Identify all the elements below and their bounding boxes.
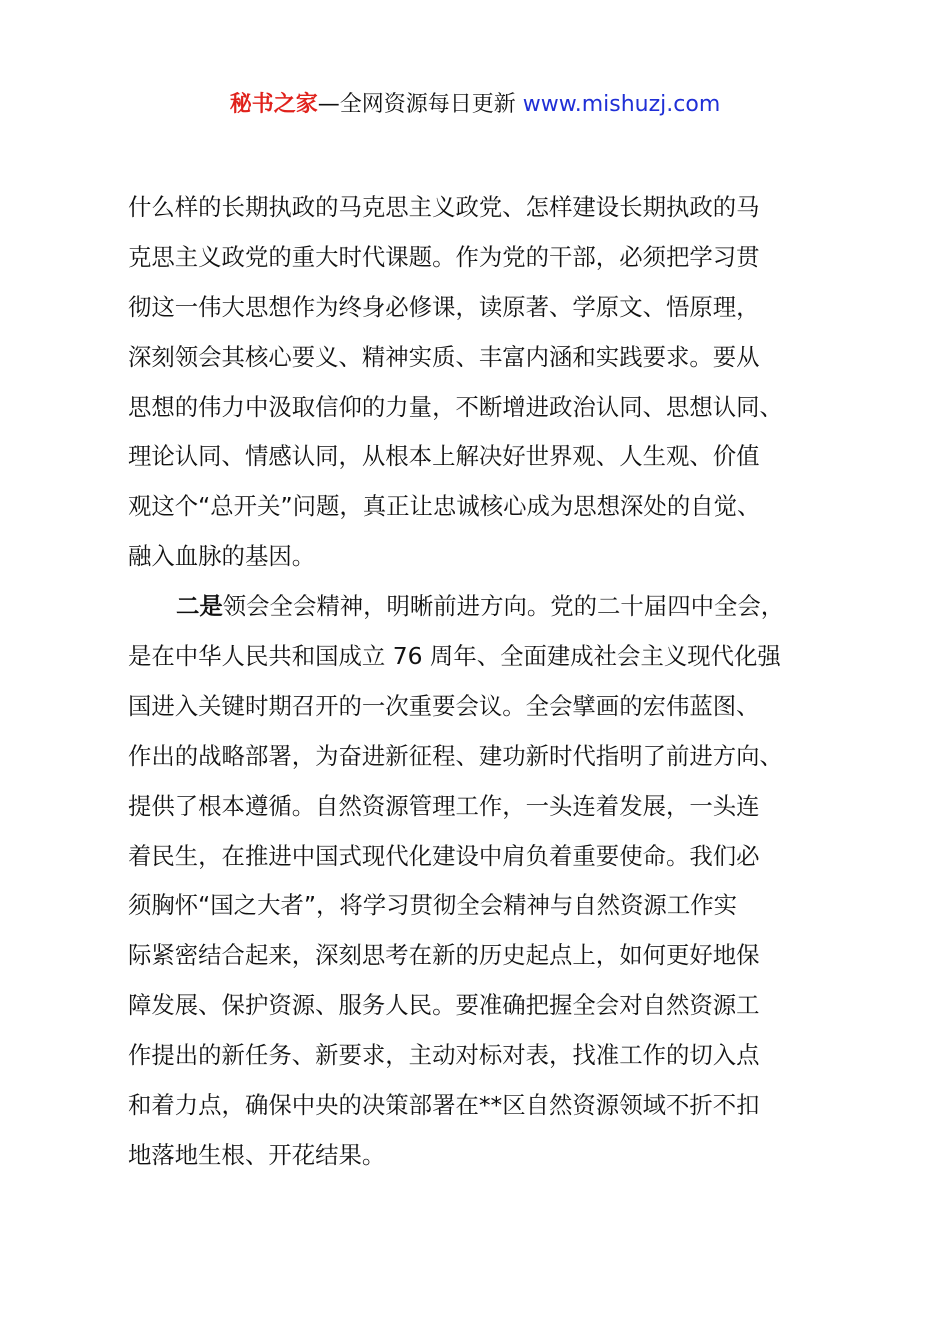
- text-line: 地落地生根、开花结果。: [128, 1140, 386, 1169]
- paragraph-first-line: [128, 582, 834, 632]
- text-line: 克思主义政党的重大时代课题。作为党的干部，必须把学习贯: [128, 242, 760, 271]
- site-header: [0, 88, 950, 122]
- text-line: 是在中华人民共和国成立 76 周年、全面建成社会主义现代化强: [128, 642, 781, 671]
- text-line: 须胸怀“国之大者”，将学习贯彻全会精神与自然资源工作实: [128, 891, 737, 920]
- text-line: 理论认同、情感认同，从根本上解决好世界观、人生观、价值: [128, 442, 760, 471]
- text-line: 什么样的长期执政的马克思主义政党、怎样建设长期执政的马: [128, 193, 760, 221]
- text-line: 作提出的新任务、新要求，主动对标对表，找准工作的切入点: [128, 1041, 760, 1070]
- text-line: 思想的伟力中汲取信仰的力量，不断增进政治认同、思想认同、: [128, 392, 783, 421]
- text-line: 深刻领会其核心要义、精神实质、丰富内涵和实践要求。要从: [128, 342, 760, 371]
- text-line: 和着力点，确保中央的决策部署在**区自然资源领域不折不扣: [128, 1091, 760, 1120]
- text-line: 作出的战略部署，为奋进新征程、建功新时代指明了前进方向、: [128, 741, 783, 770]
- text-line: 提供了根本遵循。自然资源管理工作，一头连着发展，一头连: [128, 791, 760, 820]
- text-line: 国进入关键时期召开的一次重要会议。全会擘画的宏伟蓝图、: [128, 691, 760, 720]
- text-line: 融入血脉的基因。: [128, 542, 316, 571]
- paragraph-1: [128, 183, 834, 582]
- site-brand: 秘书之家: [229, 92, 318, 117]
- text-line: 着民生，在推进中国式现代化建设中肩负着重要使命。我们必: [128, 841, 760, 870]
- paragraph-lead: 二是: [176, 592, 223, 621]
- text-line: 际紧密结合起来，深刻思考在新的历史起点上，如何更好地保: [128, 941, 760, 970]
- text-line: 障发展、保护资源、服务人民。要准确把握全会对自然资源工: [128, 991, 760, 1020]
- text-line: 观这个“总开关”问题，真正让忠诚核心成为思想深处的自觉、: [128, 492, 761, 521]
- text-line: 彻这一伟大思想作为终身必修课，读原著、学原文、悟原理，: [128, 292, 760, 321]
- site-url-link[interactable]: www.mishuzj.com: [522, 92, 721, 117]
- document-body: [128, 183, 834, 1181]
- site-tagline: —全网资源每日更新: [317, 92, 523, 117]
- paragraph-first-line-text: 领会全会精神，明晰前进方向。党的二十届四中全会，: [222, 592, 785, 621]
- paragraph-2: [128, 582, 834, 1181]
